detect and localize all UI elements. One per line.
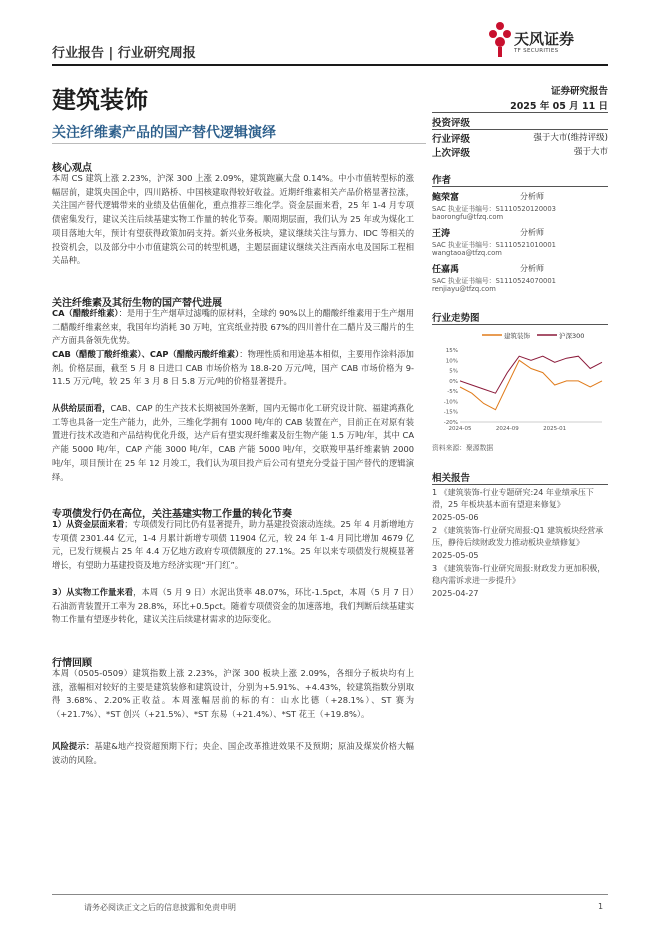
core-heading: 核心观点 <box>52 163 92 174</box>
logo-subtext: TF SECURITIES <box>514 48 559 54</box>
tf-logo-icon <box>487 20 513 60</box>
related-heading: 相关报告 <box>432 473 471 484</box>
related-item-title: 1 《建筑装饰-行业专题研究:24 年业绩承压下滑，25 年板块基本面有望迎来修复》 <box>432 488 594 510</box>
legend-label-building: 建筑装饰 <box>504 332 530 340</box>
y-tick-label: -15% <box>443 409 458 416</box>
related-item-date: 2025-05-05 <box>432 550 479 560</box>
y-tick-label: 15% <box>445 348 458 354</box>
related-item[interactable] <box>432 563 608 600</box>
logo-text: 天风证券 <box>514 30 575 48</box>
author-role: 分析师 <box>520 264 544 273</box>
authors-heading: 作者 <box>432 175 452 186</box>
market-heading: 行情回顾 <box>52 658 92 669</box>
report-category: 证券研究报告 <box>550 86 608 97</box>
bonds-physical-text: ，本周（5 月 9 日）水泥出货率 48.07%，环比-1.5pct，本周（5 月 7 日）石油沥青装置开工率为 28.8%，环比+0.5pct。随着专项债资金的加速落地，我们判断后续基建实物工作量有望逐步转化，建议关注后续建材需求的边际变化。 <box>52 587 414 625</box>
related-item-title: 2 《建筑装饰-行业研究周报:Q1 建筑板块经营承压，静待后续财政发力推动板块业绩修复》 <box>432 526 604 548</box>
fiber-paragraph-supply <box>52 402 414 484</box>
related-item[interactable] <box>432 525 608 562</box>
industry-rating-value: 强于大市(维持评级) <box>533 133 608 143</box>
fiber-heading: 关注纤维素及其衍生物的国产替代进展 <box>52 298 222 309</box>
y-tick-label: -10% <box>443 399 458 406</box>
author-name: 王涛 <box>432 229 451 239</box>
prev-rating-label: 上次评级 <box>432 148 471 159</box>
footer-disclaimer[interactable]: 请务必阅读正文之后的信息披露和免责申明 <box>84 903 236 912</box>
fiber-supply-term: 从供给层面看， <box>52 403 111 413</box>
fiber-supply-text: CAB、CAP 的生产技术长期被国外垄断，国内无锡市化工研究设计院、福建鸿燕化工等也具备一定生产能力，此外，三维化学拥有 1000 吨/年的 CAB 装置在产，目前正在对原有装置进行技术改造和产品结构优化升级，达产后有望实现纤维素及衍生物产能 1.5 万吨/年，其中 CA 产能 5000 吨/年，CAP 产能 3000 吨/年，CAB 产能 5000 吨/年，交联羧甲基纤维素钠 2000 吨/年，项目预计在 25 年 12 月竣工，我们认为项目投产后公司有望充分受益于国产替代的逻辑演绎。 <box>52 403 414 482</box>
bonds-paragraph-physical <box>52 586 414 627</box>
prev-rating-value: 强于大市 <box>573 147 608 157</box>
bonds-physical-term: 3）从实物工作量来看 <box>52 587 134 597</box>
series-line-0 <box>460 360 602 409</box>
report-date: 2025 年 05 月 11 日 <box>510 101 608 112</box>
author-email[interactable]: wangtaoa@tfzq.com <box>432 249 502 257</box>
author-cert: SAC 执业证书编号：S1110521010001 <box>432 241 556 249</box>
trend-heading: 行业走势图 <box>432 313 480 324</box>
fiber-paragraph-ca <box>52 307 414 348</box>
industry-name: 建筑装饰 <box>52 86 148 114</box>
footer-divider <box>52 894 608 895</box>
y-tick-label: -20% <box>443 420 458 426</box>
y-tick-label: 0% <box>449 378 458 385</box>
risk-text: 基建&地产投资超预期下行；央企、国企改革推进效果不及预期；原油及煤炭价格大幅波动的风险。 <box>52 741 414 765</box>
core-paragraph: 本周 CS 建筑上涨 2.23%，沪深 300 上涨 2.09%，建筑跑赢大盘 0.14%。中小市值转型标的涨幅居前，建筑央国企中，四川路桥、中国核建取得较好收益。近期纤维素相关产品价格显著拉涨，关注国产替代逻辑带来的业绩及估值催化，重点推荐三维化学。资金层面来看，25 年 1-4 月专项债密集发行，建议关注后续基建实物工作量的转化节奏。顺周期层面，我们认为 25 年或为煤化工项目落地大年，预计有望获得政策加码支持。新兴业务板块，建议继续关注与算力、IDC 等相关的投资机会，以及部分中小市值建筑公司的转型机遇，主题层面建议继续关注西南水电及国际工程相关品种。 <box>52 173 414 266</box>
author-email[interactable]: baorongfu@tfzq.com <box>432 213 504 221</box>
rating-divider <box>432 129 608 130</box>
title-divider <box>52 143 426 144</box>
risk-heading: 风险提示： <box>52 741 95 751</box>
y-tick-label: -5% <box>447 389 458 396</box>
fiber-ca-term: CA（醋酸纤维素） <box>52 308 119 318</box>
x-tick-label: 2024-09 <box>495 426 519 432</box>
bonds-funds-term: 1）从资金层面来看 <box>52 519 125 529</box>
author-cert: SAC 执业证书编号：S1110524070001 <box>432 277 556 285</box>
bonds-paragraph-funds <box>52 518 414 573</box>
author-name: 任嘉禹 <box>432 265 460 275</box>
author-name: 鲍荣富 <box>432 193 460 203</box>
fiber-cab-text: ：物理性质和用途基本相似，主要用作涂料添加剂。价格层面，截至 5 月 8 日进口 CAB 市场价格为 18.8-20 万元/吨，国产 CAB 市场价格为 9-11.5 万元/吨，较 25 年 3 月 8 日 5.8 万元/吨的价格显著提升。 <box>52 349 414 387</box>
report-type: 行业报告 | 行业研究周报 <box>52 46 196 61</box>
y-tick-label: 10% <box>445 358 458 365</box>
header-divider <box>52 64 608 66</box>
author-role: 分析师 <box>520 228 544 237</box>
bonds-funds-text: ；专项债发行同比仍有显著提升，助力基建投资滚动连续。25 年 4 月新增地方专项债 2301.44 亿元，1-4 月累计新增专项债 11904 亿元，较 24 年 1-4 月同比增加 4679 亿元，已发行规模占 25 年 4.4 万亿地方政府专项债额度的 27.1%。25 年以来专项债发行规模显著增长，有望助力基建投资及地方经济实现“开门红”。 <box>52 519 414 571</box>
bonds-heading: 专项债发行仍在高位，关注基建实物工作量的转化节奏 <box>52 509 292 520</box>
report-title: 关注纤维素产品的国产替代逻辑演绎 <box>52 125 276 141</box>
related-item-date: 2025-05-06 <box>432 512 479 522</box>
trend-divider <box>432 324 608 325</box>
y-tick-label: 5% <box>449 368 458 375</box>
market-paragraph: 本周（0505-0509）建筑指数上涨 2.23%，沪深 300 板块上涨 2.09%，各细分子板块均有上涨，涨幅相对较好的主要是建筑装修和建筑设计，分别为+5.91%、+4.43%，较建筑指数分别取得 3.68%、2.20%正收益。本周涨幅居前的标的有：山水比德（+28.1%）、ST 赛为（+21.7%）、*ST 创兴（+21.5%）、*ST 东易（+21.4%）、*ST 花王（+19.8%）。 <box>52 668 414 720</box>
fiber-cab-term: CAB（醋酸丁酸纤维素）、CAP（醋酸丙酸纤维素） <box>52 349 240 359</box>
related-divider <box>432 484 608 485</box>
page-number: 1 <box>598 902 604 911</box>
industry-rating-label: 行业评级 <box>432 134 471 145</box>
related-item[interactable] <box>432 487 608 524</box>
risk-paragraph <box>52 740 414 767</box>
chart-source: 资料来源：聚源数据 <box>432 444 494 452</box>
fiber-paragraph-cab <box>52 348 414 389</box>
rating-heading: 投资评级 <box>432 118 471 129</box>
authors-divider <box>432 186 608 187</box>
legend-label-hs300: 沪深300 <box>559 332 585 340</box>
x-tick-label: 2024-05 <box>448 426 472 432</box>
meta-divider <box>432 112 608 113</box>
related-item-title: 3 《建筑装饰-行业研究周报:财政发力更加积极，稳内需诉求进一步提升》 <box>432 564 606 586</box>
x-tick-label: 2025-01 <box>543 426 567 432</box>
related-item-date: 2025-04-27 <box>432 588 479 598</box>
author-email[interactable]: renjiayu@tfzq.com <box>432 285 496 293</box>
author-cert: SAC 执业证书编号：S1110520120003 <box>432 205 556 213</box>
fiber-ca-text: ：是用于生产烟草过滤嘴的原材料，全球约 90%以上的醋酸纤维素用于生产烟用二醋酸纤维素丝束，我国年均消耗 30 万吨，宜宾纸业持股 67%的四川普什在二醋片及三醋片的生产方面具备领先优势。 <box>52 308 414 346</box>
trend-chart <box>432 328 608 436</box>
series-line-1 <box>460 356 602 393</box>
author-role: 分析师 <box>520 192 544 201</box>
